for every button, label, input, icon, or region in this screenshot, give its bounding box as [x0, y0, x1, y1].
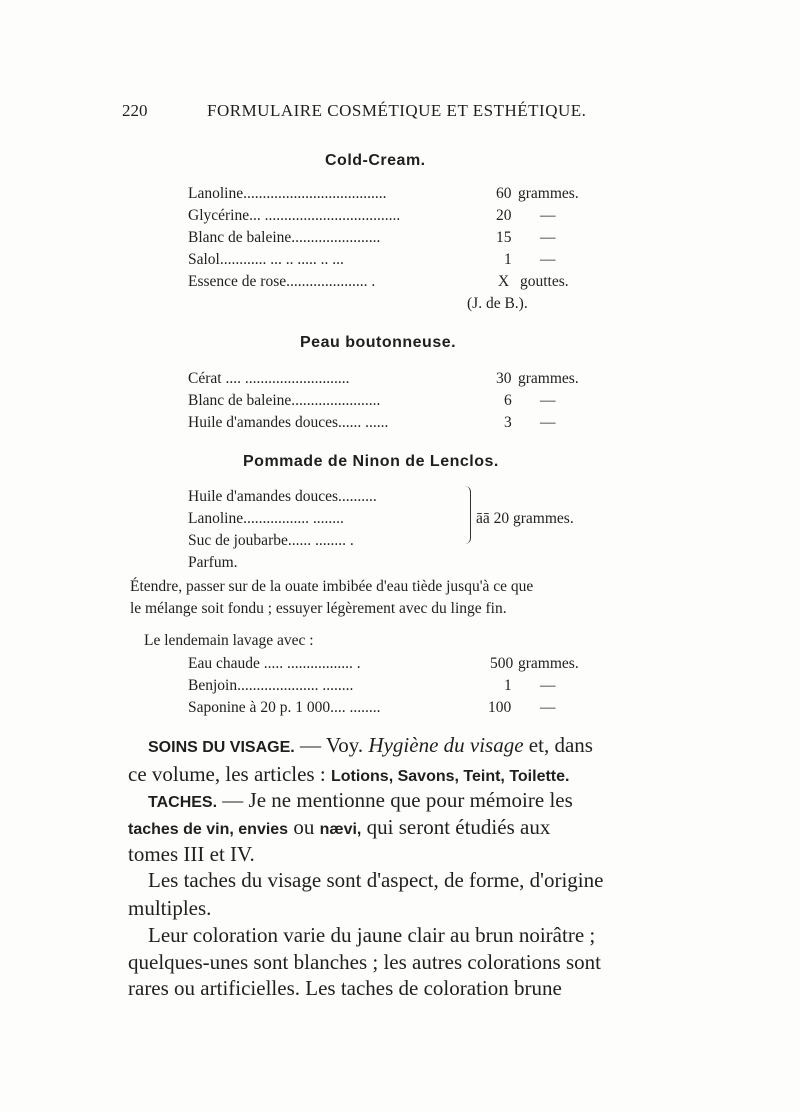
- section-title-peau-boutonneuse: Peau boutonneuse.: [300, 334, 457, 351]
- ingredient: Lanoline................. ........: [188, 510, 344, 527]
- quantity: 15: [496, 229, 512, 246]
- unit: grammes.: [518, 185, 579, 202]
- soins-text: — Voy.: [294, 733, 369, 757]
- paragraph-line: Leur coloration varie du jaune clair au brun noirâtre ;: [148, 923, 596, 947]
- quantity: 3: [504, 414, 512, 431]
- unit: —: [540, 207, 556, 224]
- ingredient: Cérat .... ...........................: [188, 370, 350, 387]
- taches-line-2: [128, 815, 550, 840]
- quantity: 60: [496, 185, 512, 202]
- paragraph-line: Les taches du visage sont d'aspect, de forme, d'origine: [148, 868, 604, 892]
- instructions-line-2: le mélange soit fondu ; essuyer légèrement avec du linge fin.: [130, 600, 507, 617]
- taches-line-3: tomes III et IV.: [128, 842, 255, 866]
- ingredient: Parfum.: [188, 554, 238, 571]
- taches-line-1: [148, 788, 573, 813]
- paragraph-line: quelques-unes sont blanches ; les autres colorations sont: [128, 950, 601, 974]
- recipe-source: (J. de B.).: [467, 295, 528, 312]
- unit: —: [540, 251, 556, 268]
- unit: grammes.: [518, 655, 579, 672]
- quantity: 1: [504, 251, 512, 268]
- running-title: FORMULAIRE COSMÉTIQUE ET ESTHÉTIQUE.: [207, 101, 587, 120]
- instructions-line-1: Étendre, passer sur de la ouate imbibée d'eau tiède jusqu'à ce que: [130, 578, 534, 595]
- soins-heading: SOINS DU VISAGE.: [148, 739, 295, 756]
- soins-line-1: [148, 733, 593, 758]
- paragraph-line: multiples.: [128, 896, 212, 920]
- lendemain-label: Le lendemain lavage avec :: [144, 632, 314, 649]
- ingredient: Salol............ ... .. ..... .. ...: [188, 251, 344, 268]
- quantity: 500: [490, 655, 514, 672]
- ingredient: Blanc de baleine.......................: [188, 229, 381, 246]
- section-title-pommade: Pommade de Ninon de Lenclos.: [243, 453, 499, 470]
- unit: —: [540, 699, 556, 716]
- ingredient: Huile d'amandes douces...... ......: [188, 414, 389, 431]
- ingredient: Huile d'amandes douces..........: [188, 488, 377, 505]
- unit: —: [540, 677, 556, 694]
- soins-line-2: [128, 762, 569, 787]
- taches-text: qui seront étudiés aux: [361, 815, 551, 839]
- quantity: X: [498, 273, 510, 290]
- brace-icon: [462, 486, 471, 544]
- unit: gouttes.: [520, 273, 569, 290]
- hygiene-reference: Hygiène du visage: [368, 733, 524, 757]
- unit: grammes.: [518, 370, 579, 387]
- articles-list: Lotions, Savons, Teint, Toilette.: [330, 768, 570, 785]
- quantity: 6: [504, 392, 512, 409]
- taches-text: ou: [288, 815, 320, 839]
- paragraph-line: rares ou artificielles. Les taches de coloration brune: [128, 976, 562, 1000]
- ingredient: Blanc de baleine.......................: [188, 392, 381, 409]
- brace-quantity: āā 20 grammes.: [476, 510, 574, 527]
- quantity: 20: [496, 207, 512, 224]
- naevi-term: nævi,: [319, 821, 362, 838]
- page-number: 220: [122, 101, 148, 120]
- unit: —: [540, 392, 556, 409]
- ingredient: Eau chaude ..... ................. .: [188, 655, 361, 672]
- ingredient: Glycérine... ...................................: [188, 207, 401, 224]
- ingredient: Saponine à 20 p. 1 000.... ........: [188, 699, 381, 716]
- taches-text: — Je ne mentionne que pour mémoire les: [217, 788, 573, 812]
- quantity: 100: [488, 699, 512, 716]
- soins-text: et, dans: [523, 733, 593, 757]
- ingredient: Essence de rose..................... .: [188, 273, 376, 290]
- unit: —: [540, 414, 556, 431]
- unit: —: [540, 229, 556, 246]
- section-title-cold-cream: Cold-Cream.: [325, 152, 426, 169]
- ingredient: Suc de joubarbe...... ........ .: [188, 532, 354, 549]
- quantity: 1: [504, 677, 512, 694]
- quantity: 30: [496, 370, 512, 387]
- taches-heading: TACHES.: [148, 794, 218, 811]
- ingredient: Benjoin..................... ........: [188, 677, 354, 694]
- soins-text: ce volume, les articles :: [128, 762, 331, 786]
- taches-terms: taches de vin, envies: [128, 821, 289, 838]
- ingredient: Lanoline.....................................: [188, 185, 387, 202]
